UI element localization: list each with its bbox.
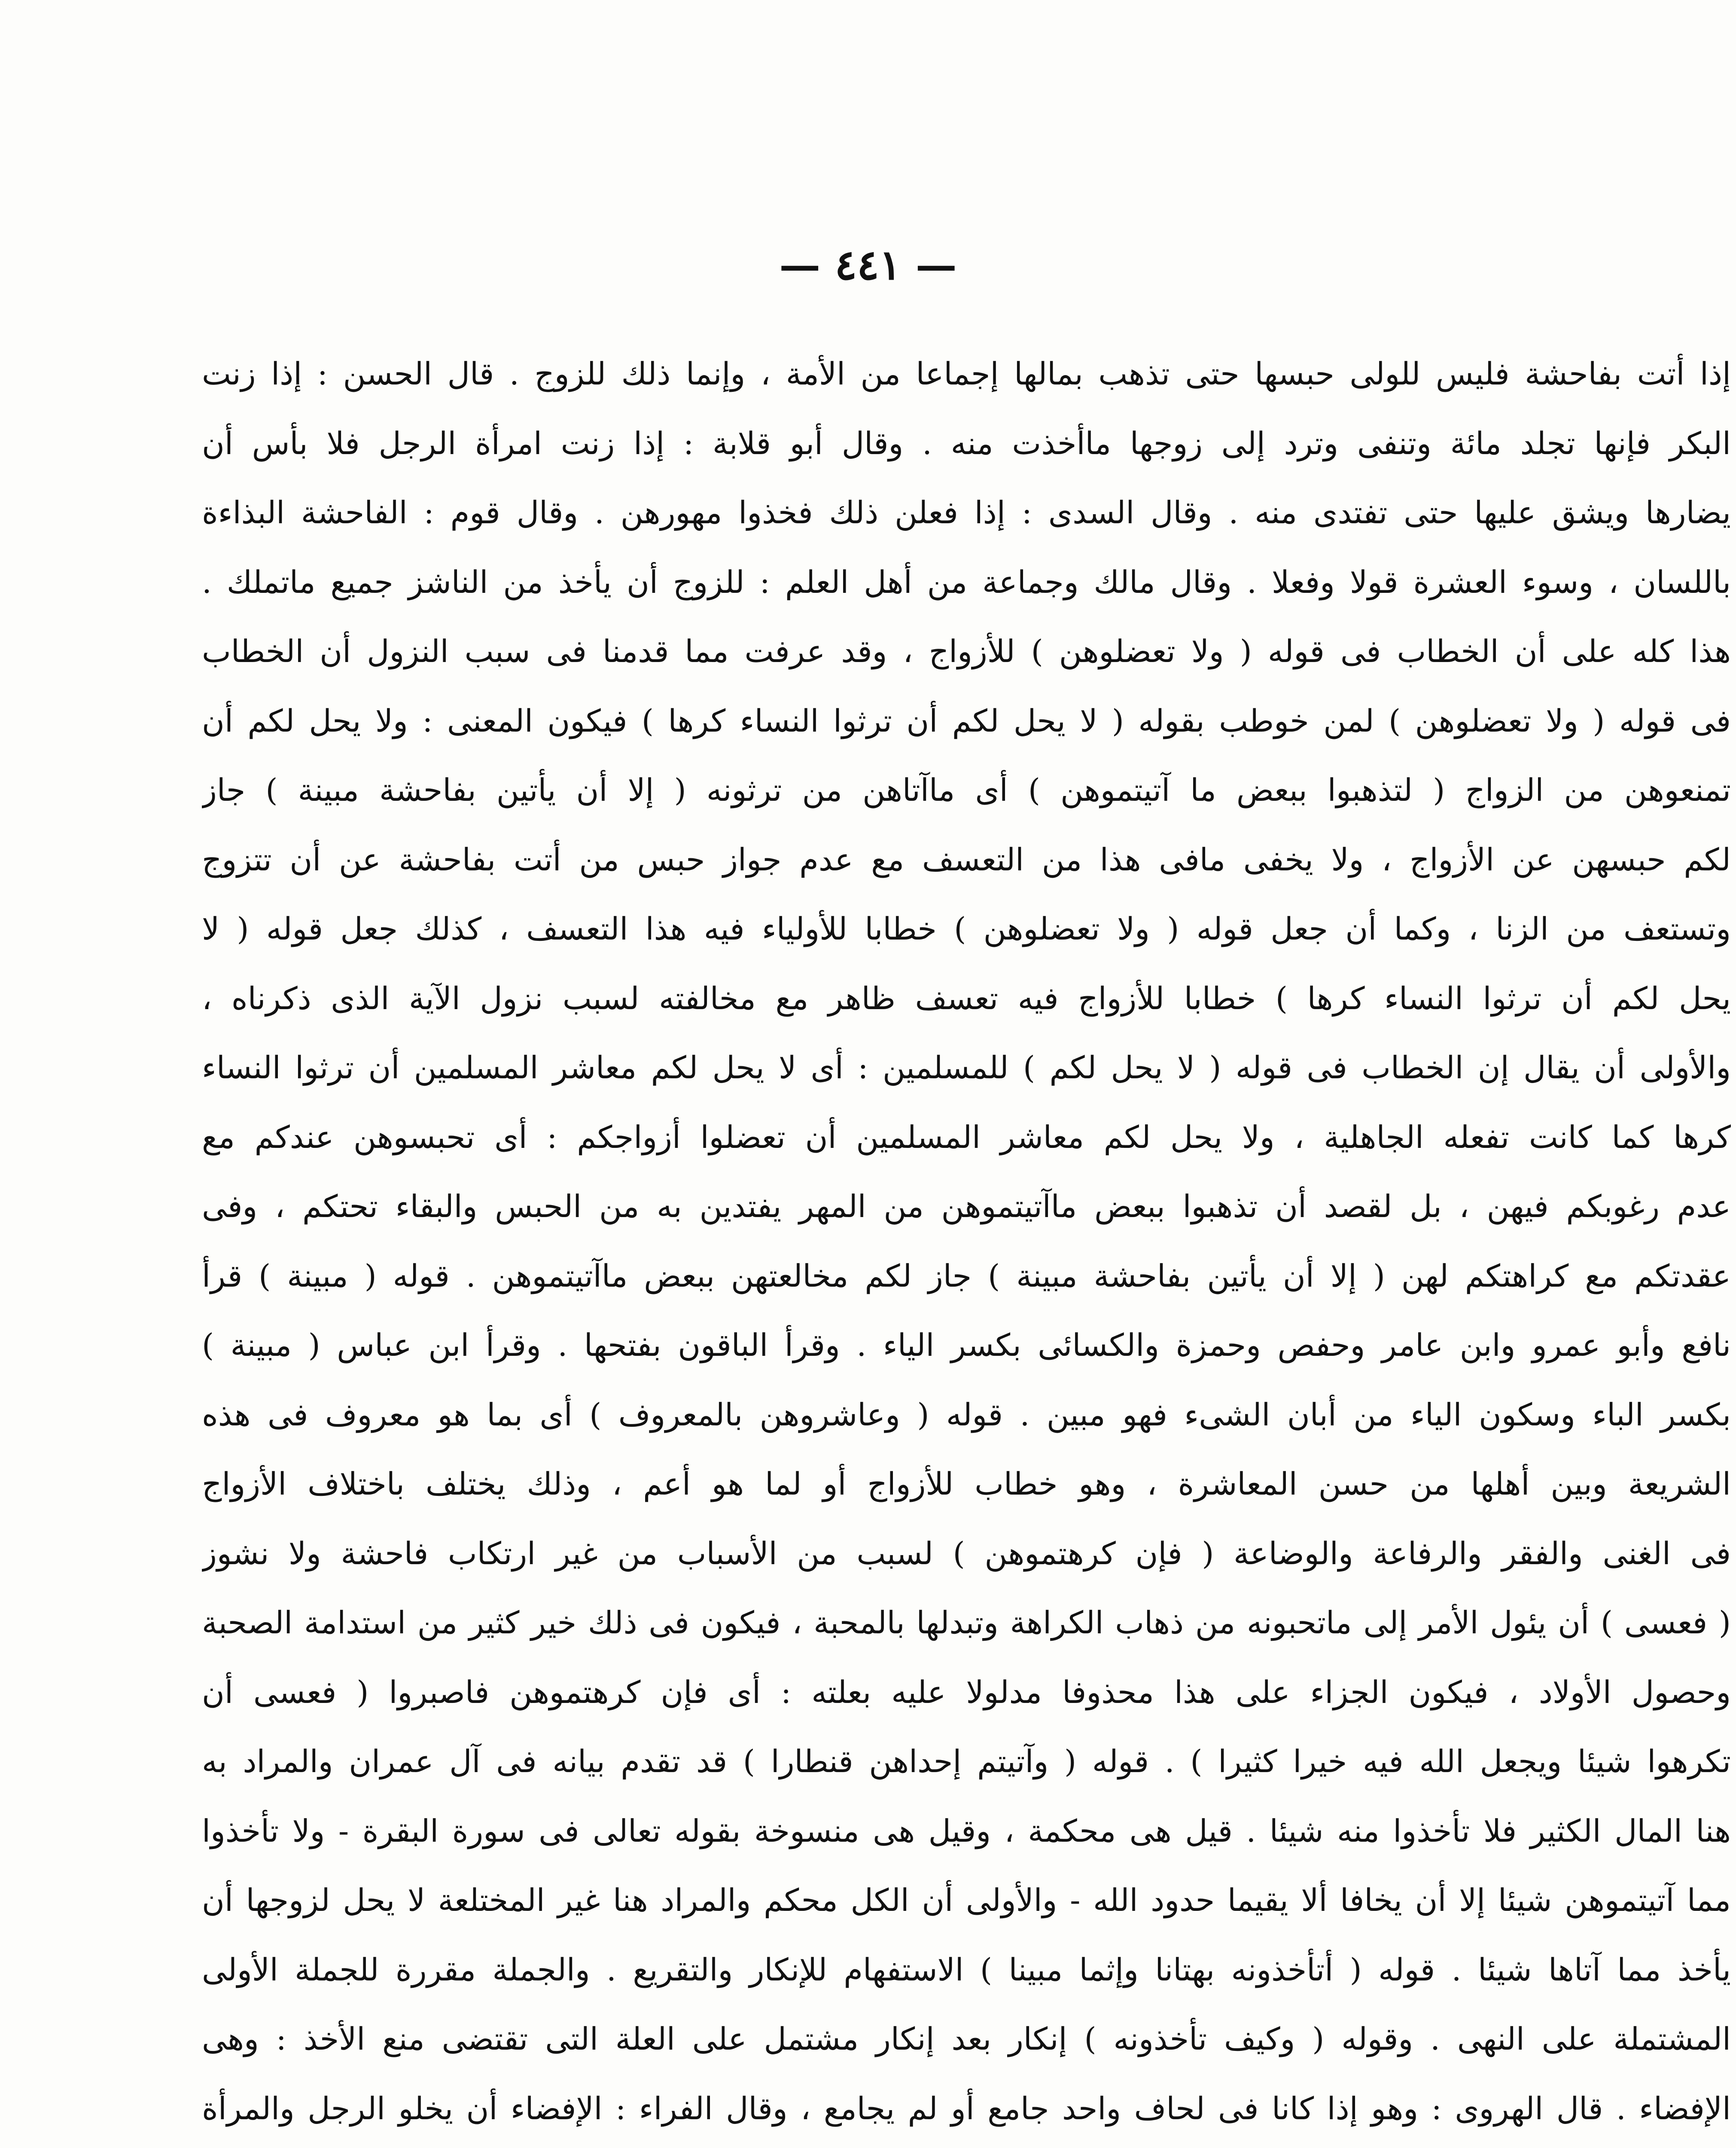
text-line: تكرهوا شيئا ويجعل الله فيه خيرا كثيرا ) . قوله ( وآتيتم إحداهن قنطارا ) قد تقدم بيانه فى آل عمران والمراد به — [202, 1743, 1731, 1779]
text-line: يحل لكم أن ترثوا النساء كرها ) خطابا للأزواج فيه تعسف ظاهر مع مخالفته لسبب نزول الآية الذى ذكرناه ، — [202, 980, 1731, 1016]
text-line: عقدتكم مع كراهتكم لهن ( إلا أن يأتين بفاحشة مبينة ) جاز لكم مخالعتهن ببعض ماآتيتموهن . قوله ( مبينة ) قرأ — [202, 1257, 1731, 1294]
text-line: وتستعف من الزنا ، وكما أن جعل قوله ( ولا تعضلوهن ) خطابا للأولياء فيه هذا التعسف ، كذلك جعل قوله ( لا — [202, 911, 1731, 947]
text-line: تمنعوهن من الزواج ( لتذهبوا ببعض ما آتيتموهن ) أى ماآتاهن من ترثونه ( إلا أن يأتين بفاحشة مبينة ) جاز — [202, 772, 1731, 808]
text-line: نافع وأبو عمرو وابن عامر وحفص وحمزة والكسائى بكسر الياء . وقرأ الباقون بفتحها . وقرأ ابن عباس ( مبينة ) — [202, 1327, 1731, 1363]
text-line: والأولى أن يقال إن الخطاب فى قوله ( لا يحل لكم ) للمسلمين : أى لا يحل لكم معاشر المسلمين أن ترثوا النساء — [202, 1050, 1731, 1086]
text-line: فى الغنى والفقر والرفاعة والوضاعة ( فإن كرهتموهن ) لسبب من الأسباب من غير ارتكاب فاحشة ولا نشوز — [202, 1535, 1731, 1571]
text-line: باللسان ، وسوء العشرة قولا وفعلا . وقال مالك وجماعة من أهل العلم : للزوج أن يأخذ من الناشز جميع ماتملك . — [202, 564, 1731, 600]
text-line: وحصول الأولاد ، فيكون الجزاء على هذا محذوفا مدلولا عليه بعلته : أى فإن كرهتموهن فاصبروا ( فعسى أن — [202, 1674, 1731, 1710]
text-line: كرها كما كانت تفعله الجاهلية ، ولا يحل لكم معاشر المسلمين أن تعضلوا أزواجكم : أى تحبسوهن عندكم مع — [202, 1119, 1731, 1155]
body-text — [202, 339, 1731, 2148]
text-line: يضارها ويشق عليها حتى تفتدى منه . وقال السدى : إذا فعلن ذلك فخذوا مهورهن . وقال قوم : الفاحشة البذاءة — [202, 494, 1731, 531]
text-line: إذا أتت بفاحشة فليس للولى حبسها حتى تذهب بمالها إجماعا من الأمة ، وإنما ذلك للزوج . قال الحسن : إذا زنت — [202, 356, 1731, 392]
text-line: عدم رغوبكم فيهن ، بل لقصد أن تذهبوا ببعض ماآتيتموهن من المهر يفتدين به من الحبس والبقاء تحتكم ، وفى — [202, 1188, 1731, 1224]
text-line: لكم حبسهن عن الأزواج ، ولا يخفى مافى هذا من التعسف مع عدم جواز حبس من أتت بفاحشة عن أن تتزوج — [202, 841, 1731, 878]
text-line: فى قوله ( ولا تعضلوهن ) لمن خوطب بقوله ( لا يحل لكم أن ترثوا النساء كرها ) فيكون المعنى : ولا يحل لكم أن — [202, 702, 1731, 739]
text-line: البكر فإنها تجلد مائة وتنفى وترد إلى زوجها ماأخذت منه . وقال أبو قلابة : إذا زنت امرأة الرجل فلا بأس أن — [202, 425, 1731, 461]
page-number: — ٤٤١ — — [779, 241, 957, 289]
text-line: يأخذ مما آتاها شيئا . قوله ( أتأخذونه بهتانا وإثما مبينا ) الاستفهام للإنكار والتقريع . والجملة مقررة للجملة الأولى — [202, 1951, 1731, 1988]
text-line — [202, 2143, 1731, 2148]
text-line: هنا المال الكثير فلا تأخذوا منه شيئا . قيل هى محكمة ، وقيل هى منسوخة بقوله تعالى فى سورة البقرة - ولا تأخذوا — [202, 1812, 1731, 1849]
text-line: هذا كله على أن الخطاب فى قوله ( ولا تعضلوهن ) للأزواج ، وقد عرفت مما قدمنا فى سبب النزول أن الخطاب — [202, 633, 1731, 669]
text-line: ( فعسى ) أن يئول الأمر إلى ماتحبونه من ذهاب الكراهة وتبدلها بالمحبة ، فيكون فى ذلك خير كثير من استدامة الصحبة — [202, 1605, 1731, 1641]
text-line: مما آتيتموهن شيئا إلا أن يخافا ألا يقيما حدود الله - والأولى أن الكل محكم والمراد هنا غير المختلعة لا يحل لزوجها أن — [202, 1882, 1731, 1918]
text-line: الشريعة وبين أهلها من حسن المعاشرة ، وهو خطاب للأزواج أو لما هو أعم ، وذلك يختلف باختلاف الأزواج — [202, 1466, 1731, 1502]
text-line: الإفضاء . قال الهروى : وهو إذا كانا فى لحاف واحد جامع أو لم يجامع ، وقال الفراء : الإفضاء أن يخلو الرجل والمرأة — [202, 2090, 1731, 2127]
text-line: المشتملة على النهى . وقوله ( وكيف تأخذونه ) إنكار بعد إنكار مشتمل على العلة التى تقتضى منع الأخذ : وهى — [202, 2021, 1731, 2057]
text-line: بكسر الباء وسكون الياء من أبان الشىء فهو مبين . قوله ( وعاشروهن بالمعروف ) أى بما هو معروف فى هذه — [202, 1396, 1731, 1433]
